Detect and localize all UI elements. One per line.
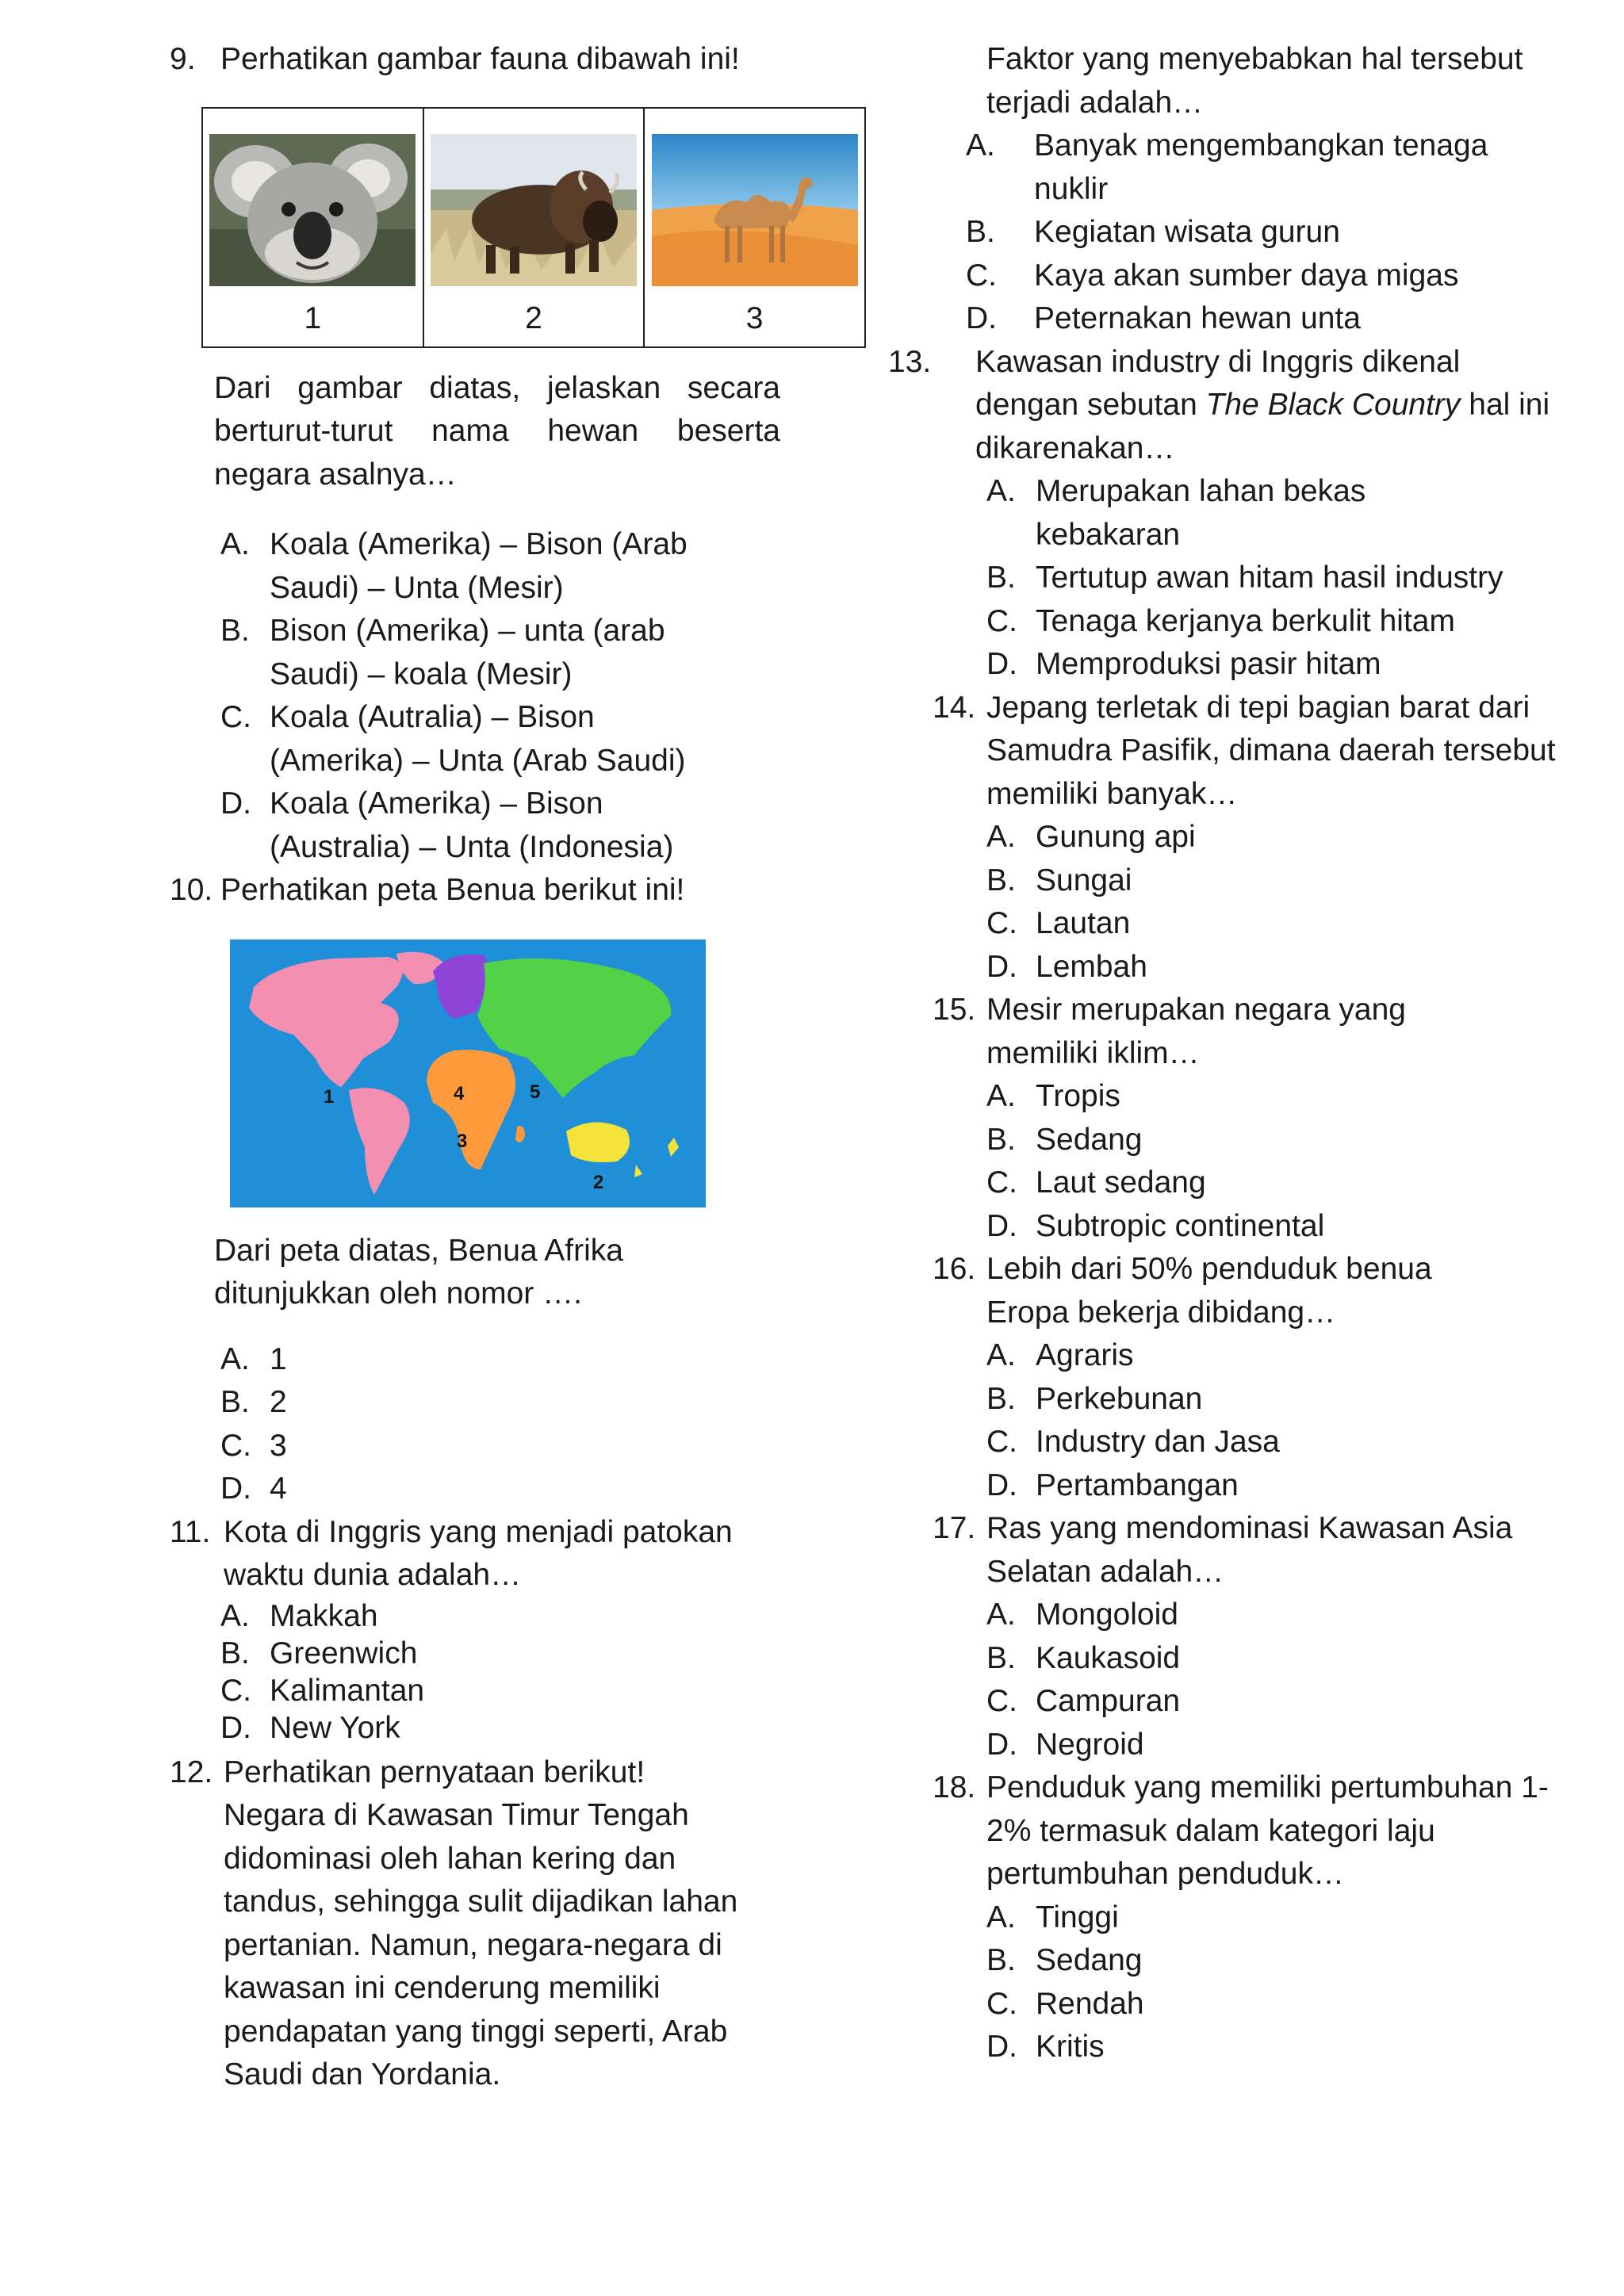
- option-letter: B.: [966, 215, 995, 249]
- option-d[interactable]: [966, 297, 1562, 341]
- option-letter: D.: [986, 647, 1017, 681]
- option-text: Sungai: [1036, 863, 1132, 897]
- question-prompt: Kota di Inggris yang menjadi patokan waktu dunia adalah…: [224, 1514, 733, 1592]
- option-letter: A.: [986, 1079, 1016, 1113]
- question-11-options: [220, 1598, 883, 1747]
- option-b[interactable]: [986, 1637, 1562, 1681]
- option-b[interactable]: [986, 1378, 1562, 1422]
- question-number: 9.: [170, 42, 196, 76]
- option-c[interactable]: [986, 1421, 1562, 1464]
- question-10-body: Dari peta diatas, Benua Afrika ditunjukkan oleh nomor ….: [214, 1233, 623, 1311]
- question-12-options: [966, 124, 1562, 341]
- option-letter: B.: [220, 1385, 250, 1419]
- animal-label-3: 3: [745, 300, 764, 335]
- map-label-4: 4: [454, 1083, 465, 1104]
- question-number: 10.: [170, 873, 213, 907]
- option-b[interactable]: [220, 1635, 883, 1672]
- question-number: 18.: [933, 1770, 976, 1804]
- option-letter: D.: [986, 1468, 1017, 1502]
- option-letter: A.: [220, 527, 250, 561]
- question-13: [888, 341, 1562, 471]
- option-text: Merupakan lahan bekas kebakaran: [1036, 474, 1366, 552]
- option-letter: C.: [986, 603, 1017, 638]
- option-text: Kritis: [1036, 2030, 1105, 2064]
- question-16-options: [986, 1334, 1562, 1507]
- option-text: Subtropic continental: [1036, 1208, 1325, 1243]
- option-d[interactable]: [220, 1709, 883, 1747]
- option-text: Lembah: [1036, 949, 1147, 984]
- option-letter: D.: [220, 1471, 251, 1506]
- option-letter: C.: [220, 1428, 251, 1463]
- question-15-options: [986, 1075, 1562, 1248]
- question-prompt: [975, 341, 1562, 471]
- option-letter: D.: [986, 949, 1017, 984]
- question-9: [170, 38, 883, 82]
- option-text: Greenwich: [270, 1636, 418, 1670]
- option-text: Koala (Autralia) – Bison (Amerika) – Unta (Arab Saudi): [270, 700, 686, 778]
- option-letter: C.: [986, 1425, 1017, 1459]
- option-letter: D.: [966, 301, 997, 335]
- question-prompt: Perhatikan peta Benua berikut ini!: [220, 873, 685, 907]
- option-text: Koala (Amerika) – Bison (Australia) – Unta (Indonesia): [270, 786, 674, 864]
- option-text: Bison (Amerika) – unta (arab Saudi) – koala (Mesir): [270, 614, 665, 691]
- option-letter: C.: [986, 1684, 1017, 1718]
- option-text: Laut sedang: [1036, 1165, 1206, 1200]
- option-letter: D.: [986, 1208, 1017, 1243]
- option-b[interactable]: [986, 859, 1562, 903]
- bison-image: [431, 134, 637, 286]
- option-text: Agraris: [1036, 1338, 1134, 1372]
- animal-images-table: [201, 107, 866, 348]
- option-letter: D.: [986, 2030, 1017, 2064]
- option-text: Kalimantan: [270, 1673, 425, 1708]
- option-letter: C.: [986, 1165, 1017, 1200]
- question-prompt: Perhatikan pernyataan berikut!: [224, 1755, 645, 1789]
- option-c[interactable]: [220, 696, 712, 783]
- option-letter: A.: [966, 128, 995, 163]
- question-prompt: Ras yang mendominasi Kawasan Asia Selatan adalah…: [986, 1511, 1513, 1589]
- option-text: Tropis: [1036, 1079, 1120, 1113]
- question-16: [933, 1248, 1472, 1334]
- option-text: Makkah: [270, 1598, 378, 1633]
- option-letter: A.: [220, 1598, 250, 1633]
- option-text: Lautan: [1036, 906, 1131, 940]
- option-letter: B.: [986, 1943, 1016, 1977]
- option-letter: C.: [220, 1673, 251, 1708]
- question-15: [933, 989, 1424, 1075]
- question-13-options: [986, 470, 1562, 687]
- koala-image: [209, 134, 416, 286]
- option-text: Campuran: [1036, 1684, 1181, 1718]
- option-text: 4: [270, 1471, 287, 1506]
- option-letter: D.: [220, 1710, 251, 1745]
- question-11: [170, 1511, 820, 1598]
- map-label-2: 2: [593, 1172, 604, 1193]
- question-prompt: Mesir merupakan negara yang memiliki iklim…: [986, 993, 1406, 1070]
- question-prompt: Jepang terletak di tepi bagian barat dari Samudra Pasifik, dimana daerah tersebut memiliki banyak…: [986, 690, 1556, 811]
- question-12: [170, 1751, 883, 1795]
- option-d[interactable]: [220, 783, 712, 869]
- question-9-options: [220, 523, 712, 869]
- question-number: 12.: [170, 1755, 213, 1789]
- option-text: Sedang: [1036, 1122, 1143, 1157]
- option-text: Koala (Amerika) – Bison (Arab Saudi) – Unta (Mesir): [270, 527, 688, 605]
- option-text: Kegiatan wisata gurun: [1034, 215, 1340, 249]
- left-column: [170, 38, 883, 2097]
- option-a[interactable]: [966, 124, 1562, 211]
- option-c[interactable]: [986, 1161, 1562, 1205]
- option-letter: A.: [220, 1341, 250, 1376]
- option-d[interactable]: [986, 1464, 1562, 1508]
- animal-cell-camel: [644, 108, 865, 347]
- option-letter: D.: [220, 786, 251, 821]
- option-letter: B.: [220, 614, 250, 648]
- option-c[interactable]: [986, 902, 1562, 946]
- option-d[interactable]: [986, 2026, 1562, 2069]
- option-a[interactable]: [986, 816, 1562, 859]
- question-12-question: Faktor yang menyebabkan hal tersebut terjadi adalah…: [986, 42, 1523, 120]
- question-17-options: [986, 1594, 1562, 1766]
- option-c[interactable]: [986, 600, 1562, 644]
- option-text: Gunung api: [1036, 820, 1196, 854]
- option-text: Peternakan hewan unta: [1034, 301, 1361, 335]
- option-text: Negroid: [1036, 1727, 1144, 1762]
- question-10-options: [220, 1338, 883, 1511]
- animal-label-1: 1: [304, 300, 322, 335]
- option-letter: D.: [986, 1727, 1017, 1762]
- option-text: Kaukasoid: [1036, 1640, 1181, 1675]
- option-text: Tertutup awan hitam hasil industry: [1036, 561, 1503, 595]
- option-letter: B.: [220, 1636, 250, 1670]
- option-d[interactable]: [220, 1468, 883, 1511]
- option-text: Kaya akan sumber daya migas: [1034, 258, 1459, 293]
- option-a[interactable]: [986, 470, 1399, 557]
- option-b[interactable]: [986, 557, 1562, 600]
- option-d[interactable]: [986, 946, 1562, 989]
- animal-cell-koala: [202, 108, 423, 347]
- option-text: Perkebunan: [1036, 1381, 1203, 1416]
- camel-image: [652, 134, 858, 286]
- option-letter: A.: [986, 1338, 1016, 1372]
- option-text: Rendah: [1036, 1986, 1144, 2021]
- option-a[interactable]: [220, 1598, 883, 1635]
- option-text: Pertambangan: [1036, 1468, 1239, 1502]
- option-text: 3: [270, 1428, 287, 1463]
- option-letter: A.: [986, 1900, 1016, 1934]
- option-letter: A.: [986, 1598, 1016, 1632]
- option-text: 2: [270, 1385, 287, 1419]
- question-14: [933, 687, 1562, 817]
- animal-cell-bison: [423, 108, 645, 347]
- option-text: Mongoloid: [1036, 1598, 1178, 1632]
- question-prompt: Perhatikan gambar fauna dibawah ini!: [220, 42, 740, 76]
- map-label-5: 5: [530, 1081, 541, 1103]
- animal-label-2: 2: [525, 300, 542, 335]
- option-letter: B.: [986, 1381, 1016, 1416]
- question-prompt-a: Kawasan industry di Inggris dikenal dengan sebutan: [975, 344, 1461, 422]
- option-text: 1: [270, 1341, 287, 1376]
- question-number: 14.: [933, 690, 976, 725]
- option-text: Banyak mengembangkan tenaga nuklir: [1034, 128, 1488, 206]
- question-number: 11.: [170, 1514, 211, 1549]
- continents-map-image: [230, 939, 706, 1207]
- question-prompt-b: hal ini dikarenakan…: [975, 388, 1550, 465]
- black-country-term: The Black Country: [1205, 388, 1461, 422]
- option-b[interactable]: [986, 1939, 1562, 1983]
- option-letter: C.: [986, 1986, 1017, 2021]
- question-prompt: Lebih dari 50% penduduk benua Eropa bekerja dibidang…: [986, 1252, 1432, 1330]
- option-text: Memproduksi pasir hitam: [1036, 647, 1381, 681]
- question-prompt: Penduduk yang memiliki pertumbuhan 1-2% termasuk dalam kategori laju pertumbuhan penduduk…: [986, 1770, 1549, 1891]
- option-text: Tinggi: [1036, 1900, 1119, 1934]
- option-a[interactable]: [220, 523, 712, 610]
- option-d[interactable]: [986, 643, 1562, 687]
- option-text: Tenaga kerjanya berkulit hitam: [1036, 603, 1455, 638]
- option-letter: C.: [220, 700, 251, 734]
- option-d[interactable]: [986, 1205, 1562, 1249]
- option-a[interactable]: [986, 1896, 1562, 1940]
- option-letter: B.: [986, 1122, 1016, 1157]
- option-b[interactable]: [966, 211, 1562, 254]
- question-10: [170, 869, 883, 913]
- option-text: Sedang: [1036, 1943, 1143, 1977]
- question-12-statement: Negara di Kawasan Timur Tengah didominasi oleh lahan kering dan tandus, sehingga sulit dijadikan lahan pertanian. Namun, negara-negara di kawasan ini cenderung memiliki pendapatan yang tinggi seperti, Arab Saudi dan Yordania.: [224, 1798, 738, 2091]
- option-letter: C.: [986, 906, 1017, 940]
- option-c[interactable]: [220, 1425, 883, 1468]
- map-label-3: 3: [457, 1131, 468, 1152]
- option-d[interactable]: [986, 1724, 1562, 1767]
- option-text: New York: [270, 1710, 400, 1745]
- option-text: Industry dan Jasa: [1036, 1425, 1280, 1459]
- option-c[interactable]: [220, 1672, 883, 1709]
- option-letter: B.: [986, 863, 1016, 897]
- option-letter: A.: [986, 474, 1016, 508]
- question-9-body: Dari gambar diatas, jelaskan secara berturut-turut nama hewan beserta negara asalnya…: [214, 370, 780, 492]
- option-b[interactable]: [220, 610, 712, 696]
- option-c[interactable]: [966, 254, 1562, 298]
- question-14-options: [986, 816, 1562, 989]
- question-number: 16.: [933, 1252, 976, 1286]
- option-b[interactable]: [986, 1119, 1562, 1162]
- question-number: 13.: [888, 344, 932, 379]
- world-map: [230, 939, 706, 1207]
- right-column: [888, 38, 1562, 2069]
- question-18: [933, 1766, 1562, 1896]
- map-label-1: 1: [324, 1086, 335, 1108]
- option-letter: A.: [986, 820, 1016, 854]
- option-letter: B.: [986, 561, 1016, 595]
- option-c[interactable]: [986, 1680, 1562, 1724]
- option-a[interactable]: [986, 1334, 1562, 1378]
- option-b[interactable]: [220, 1381, 883, 1425]
- option-letter: C.: [966, 258, 997, 293]
- question-number: 15.: [933, 993, 976, 1027]
- question-number: 17.: [933, 1511, 976, 1545]
- option-letter: B.: [986, 1640, 1016, 1675]
- option-a[interactable]: [220, 1338, 883, 1382]
- option-a[interactable]: [986, 1075, 1562, 1119]
- option-c[interactable]: [986, 1983, 1562, 2026]
- question-18-options: [986, 1896, 1562, 2069]
- option-a[interactable]: [986, 1594, 1562, 1637]
- question-17: [933, 1507, 1562, 1594]
